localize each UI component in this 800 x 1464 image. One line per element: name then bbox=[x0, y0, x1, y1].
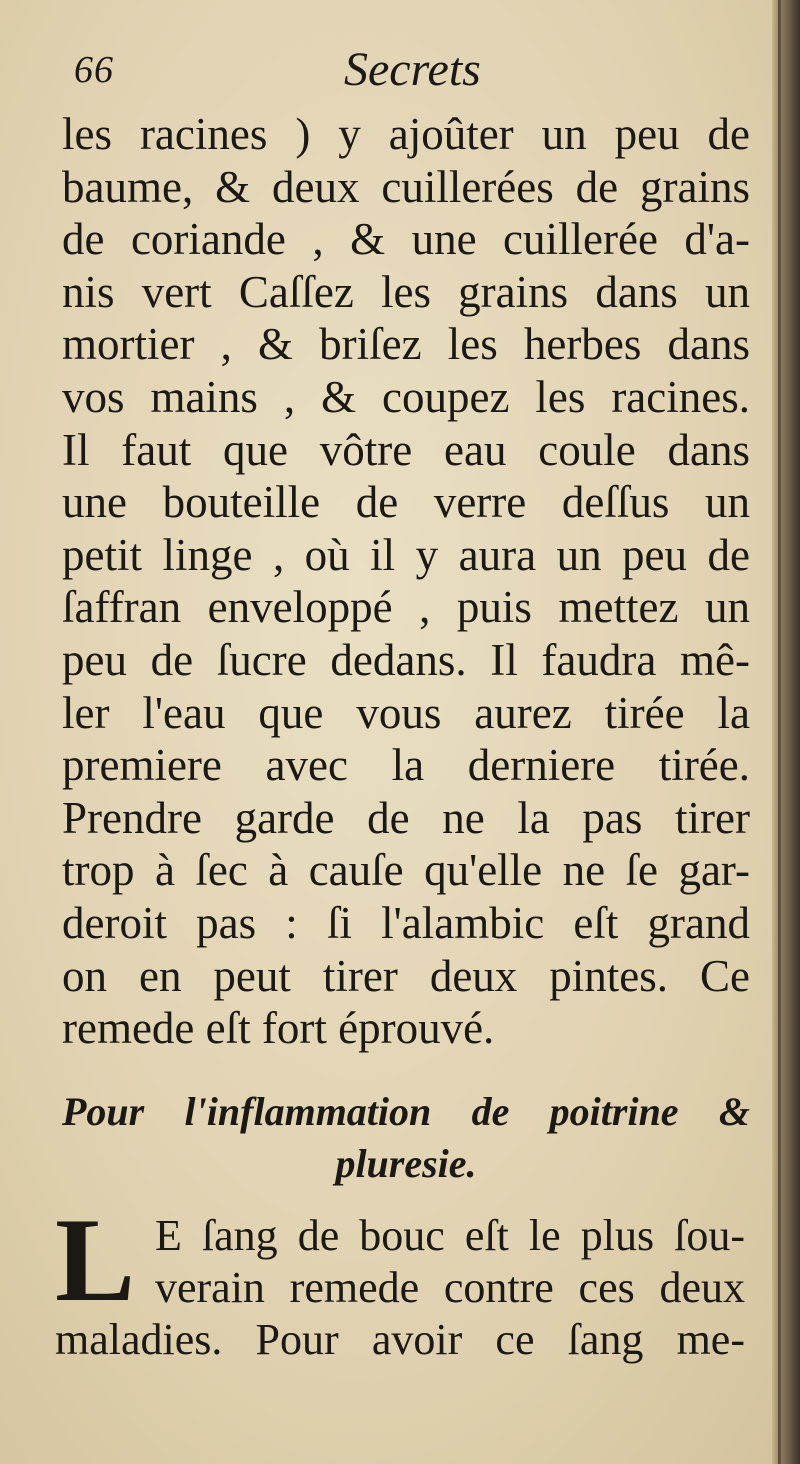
running-title: Secrets bbox=[344, 43, 481, 96]
text-line: vos mains , & coupez les racines. bbox=[62, 371, 750, 422]
text-line: remede eſt fort éprouvé. bbox=[62, 1003, 495, 1054]
text-line: verain remede contre ces deux bbox=[155, 1263, 745, 1312]
text-line: une bouteille de verre deſſus un bbox=[62, 477, 750, 528]
text-line: premiere avec la derniere tirée. bbox=[62, 740, 750, 791]
text-line: ler l'eau que vous aurez tirée la bbox=[62, 687, 750, 738]
gutter-edge bbox=[778, 0, 781, 1464]
text-line: peu de ſucre dedans. Il faudra mê- bbox=[62, 634, 750, 685]
section-heading-line: pluresie. bbox=[335, 1141, 477, 1186]
page-header bbox=[62, 42, 742, 100]
text-line: deroit pas : ſi l'alambic eſt grand bbox=[62, 897, 750, 948]
text-line: baume, & deux cuillerées de grains bbox=[62, 161, 750, 212]
text-line: mortier , & briſez les herbes dans bbox=[62, 319, 750, 370]
text-line: E ſang de bouc eſt le plus ſou- bbox=[155, 1211, 745, 1260]
text-line: petit linge , où il y aura un peu de bbox=[62, 529, 750, 580]
page-gutter bbox=[772, 0, 800, 1464]
text-line: trop à ſec à cauſe qu'elle ne ſe gar- bbox=[62, 845, 750, 896]
text-line: Prendre garde de ne la pas tirer bbox=[62, 792, 750, 843]
body-paragraph bbox=[62, 108, 750, 1055]
drop-cap-initial: L bbox=[55, 1193, 136, 1326]
text-line: Il faut que vôtre eau coule dans bbox=[62, 424, 750, 475]
section-paragraph bbox=[55, 1193, 745, 1366]
page-number: 66 bbox=[74, 49, 114, 91]
text-line: ſaffran enveloppé , puis mettez un bbox=[62, 582, 750, 633]
section-heading-line: Pour l'inflammation de poitrine & bbox=[62, 1089, 750, 1134]
text-line: les racines ) y ajoûter un peu de bbox=[62, 109, 750, 159]
section-heading bbox=[62, 1086, 750, 1190]
text-line: nis vert Caſſez les grains dans un bbox=[62, 266, 750, 317]
text-line: de coriande , & une cuillerée d'a- bbox=[62, 214, 750, 265]
text-line: on en peut tirer deux pintes. Ce bbox=[62, 950, 750, 1001]
text-line: maladies. Pour avoir ce ſang me- bbox=[55, 1315, 745, 1364]
